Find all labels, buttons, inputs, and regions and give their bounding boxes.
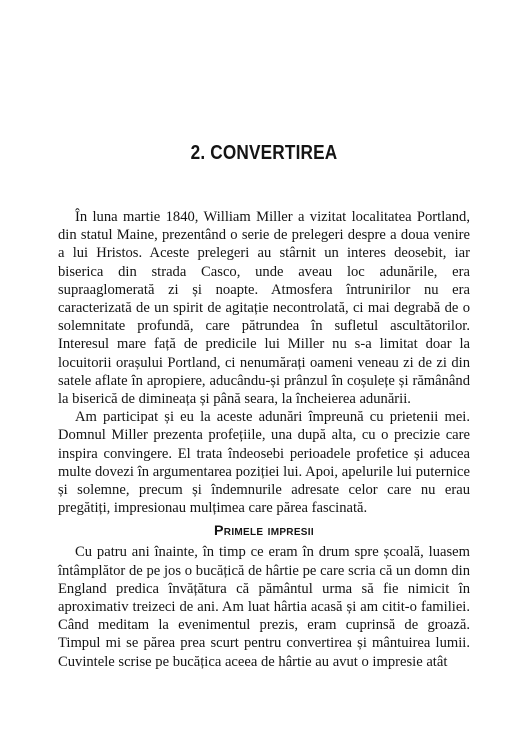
paragraph: Am participat și eu la aceste adunări împreună cu prietenii mei. Domnul Miller prezenta profețiile, una după alta, cu o precizie care inspira convingere. El trata îndeosebi perioadele profetice și aducea multe dovezi în argumentarea poziției lui. Apoi, apelurile lui puternice și solemne, precum și îndemnurile adresate celor care nu erau pregătiți, impresionau mulțimea care părea fascinată. bbox=[58, 409, 470, 517]
paragraph: În luna martie 1840, William Miller a vizitat localitatea Portland, din statul Maine, prezentând o serie de prelegeri despre a doua venire a lui Hristos. Aceste prelegeri au stârnit un interes deosebit, iar biserica din strada Casco, unde aveau loc adunările, era supraaglomerată zi și noapte. Atmosfera întrunirilor nu era caracterizată de un spirit de agitație necontrolată, ci mai degrabă de o solemnitate profundă, care pătrundea în sufletul ascultătorilor. Interesul mare față de predicile lui Miller nu s-a limitat doar la locuitorii orașului Portland, ci nenumărați oameni veneau zi de zi din satele aflate în apropiere, aducându-și prânzul în coșulețe și rămânând la biserică de dimineața și până seara, la încheierea adunării. bbox=[58, 209, 470, 408]
section-heading: Primele impresii bbox=[214, 523, 314, 540]
body-text bbox=[58, 208, 470, 671]
paragraph: Cu patru ani înainte, în timp ce eram în drum spre școală, luasem întâmplător de pe jos o bucățică de hârtie pe care scria că un domn din England predica învățătura că pământul urma să fie nimicit în aproximativ treizeci de ani. Am luat hârtia acasă și am citit-o familiei. Când meditam la evenimentul prezis, eram cuprinsă de groază. Timpul mi se părea prea scurt pentru convertirea și mântuirea lumii. Cuvintele scrise pe bucățica aceea de hârtie au avut o impresie atât bbox=[58, 544, 470, 670]
book-page bbox=[58, 0, 470, 755]
chapter-title: 2. CONVERTIREA bbox=[190, 142, 338, 164]
